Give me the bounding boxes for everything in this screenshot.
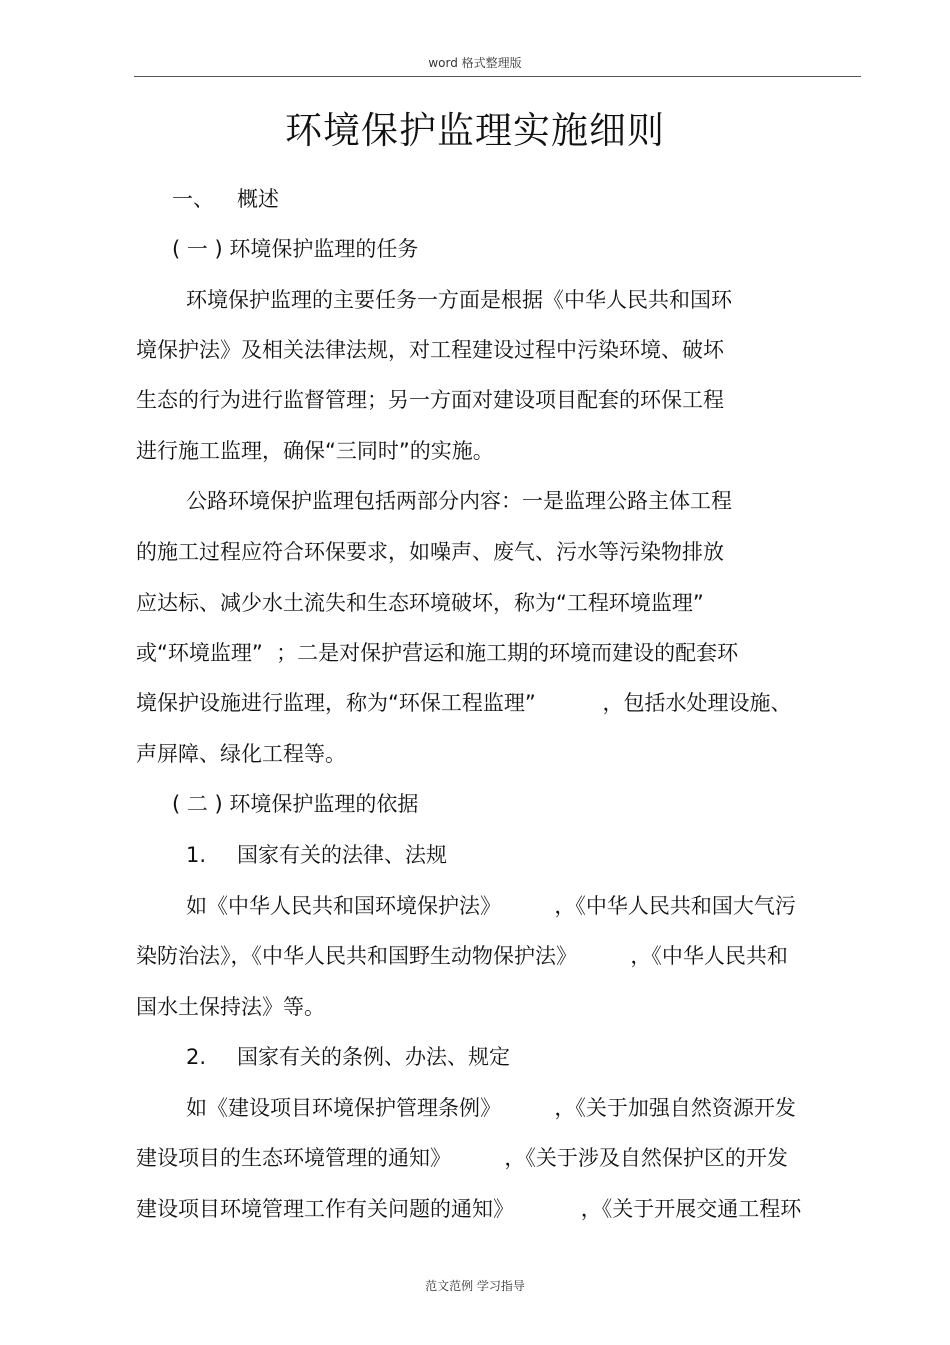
- paragraph-line: 或“环境监理” ；二是对保护营运和施工期的环境而建设的配套环: [136, 641, 739, 665]
- paragraph-line: 国水土保持法》等。: [136, 995, 325, 1019]
- paragraph-line: 境保护法》及相关法律法规，对工程建设过程中污染环境、破坏: [136, 338, 724, 362]
- paragraph-line: 如《中华人民共和国环境保护法》 ，《中华人民共和国大气污: [186, 894, 796, 918]
- paragraph-line: 进行施工监理，确保“三同时”的实施。: [136, 439, 494, 463]
- paragraph-line: 应达标、减少水土流失和生态环境破坏，称为“工程环境监理”: [136, 591, 704, 615]
- page-footer: 范文范例 学习指导: [425, 1279, 525, 1293]
- subsection-heading: ( 一 ) 环境保护监理的任务: [172, 237, 419, 261]
- paragraph-line: 建设项目的生态环境管理的通知》 ，《关于涉及自然保护区的开发: [136, 1146, 788, 1170]
- paragraph-line: 的施工过程应符合环保要求，如噪声、废气、污水等污染物排放: [136, 540, 724, 564]
- header-divider: [134, 76, 861, 77]
- paragraph-line: 建设项目环境管理工作有关问题的通知》 ，《关于开展交通工程环: [136, 1197, 802, 1221]
- document-title: 环境保护监理实施细则: [285, 109, 665, 152]
- paragraph-line: 公路环境保护监理包括两部分内容：一是监理公路主体工程: [186, 489, 732, 513]
- section-heading: 概述: [237, 187, 279, 211]
- paragraph-line: 环境保护监理的主要任务一方面是根据《中华人民共和国环: [186, 288, 732, 312]
- paragraph-line: 染防治法》，《中华人民共和国野生动物保护法》 ，《中华人民共和: [136, 944, 788, 968]
- paragraph-line: 如《建设项目环境保护管理条例》 ，《关于加强自然资源开发: [186, 1096, 796, 1120]
- subsection-heading: ( 二 ) 环境保护监理的依据: [172, 792, 419, 816]
- paragraph-line: 境保护设施进行监理，称为“环保工程监理” ，包括水处理设施、: [136, 691, 792, 715]
- page-header: word 格式整理版: [428, 56, 522, 70]
- list-heading: 国家有关的条例、办法、规定: [237, 1045, 510, 1069]
- paragraph-line: 声屏障、绿化工程等。: [136, 742, 346, 766]
- list-heading: 国家有关的法律、法规: [237, 843, 447, 867]
- paragraph-line: 生态的行为进行监督管理；另一方面对建设项目配套的环保工程: [136, 388, 724, 412]
- section-number: 一、: [172, 187, 214, 211]
- list-number: 2.: [186, 1045, 207, 1069]
- list-number: 1.: [186, 843, 207, 867]
